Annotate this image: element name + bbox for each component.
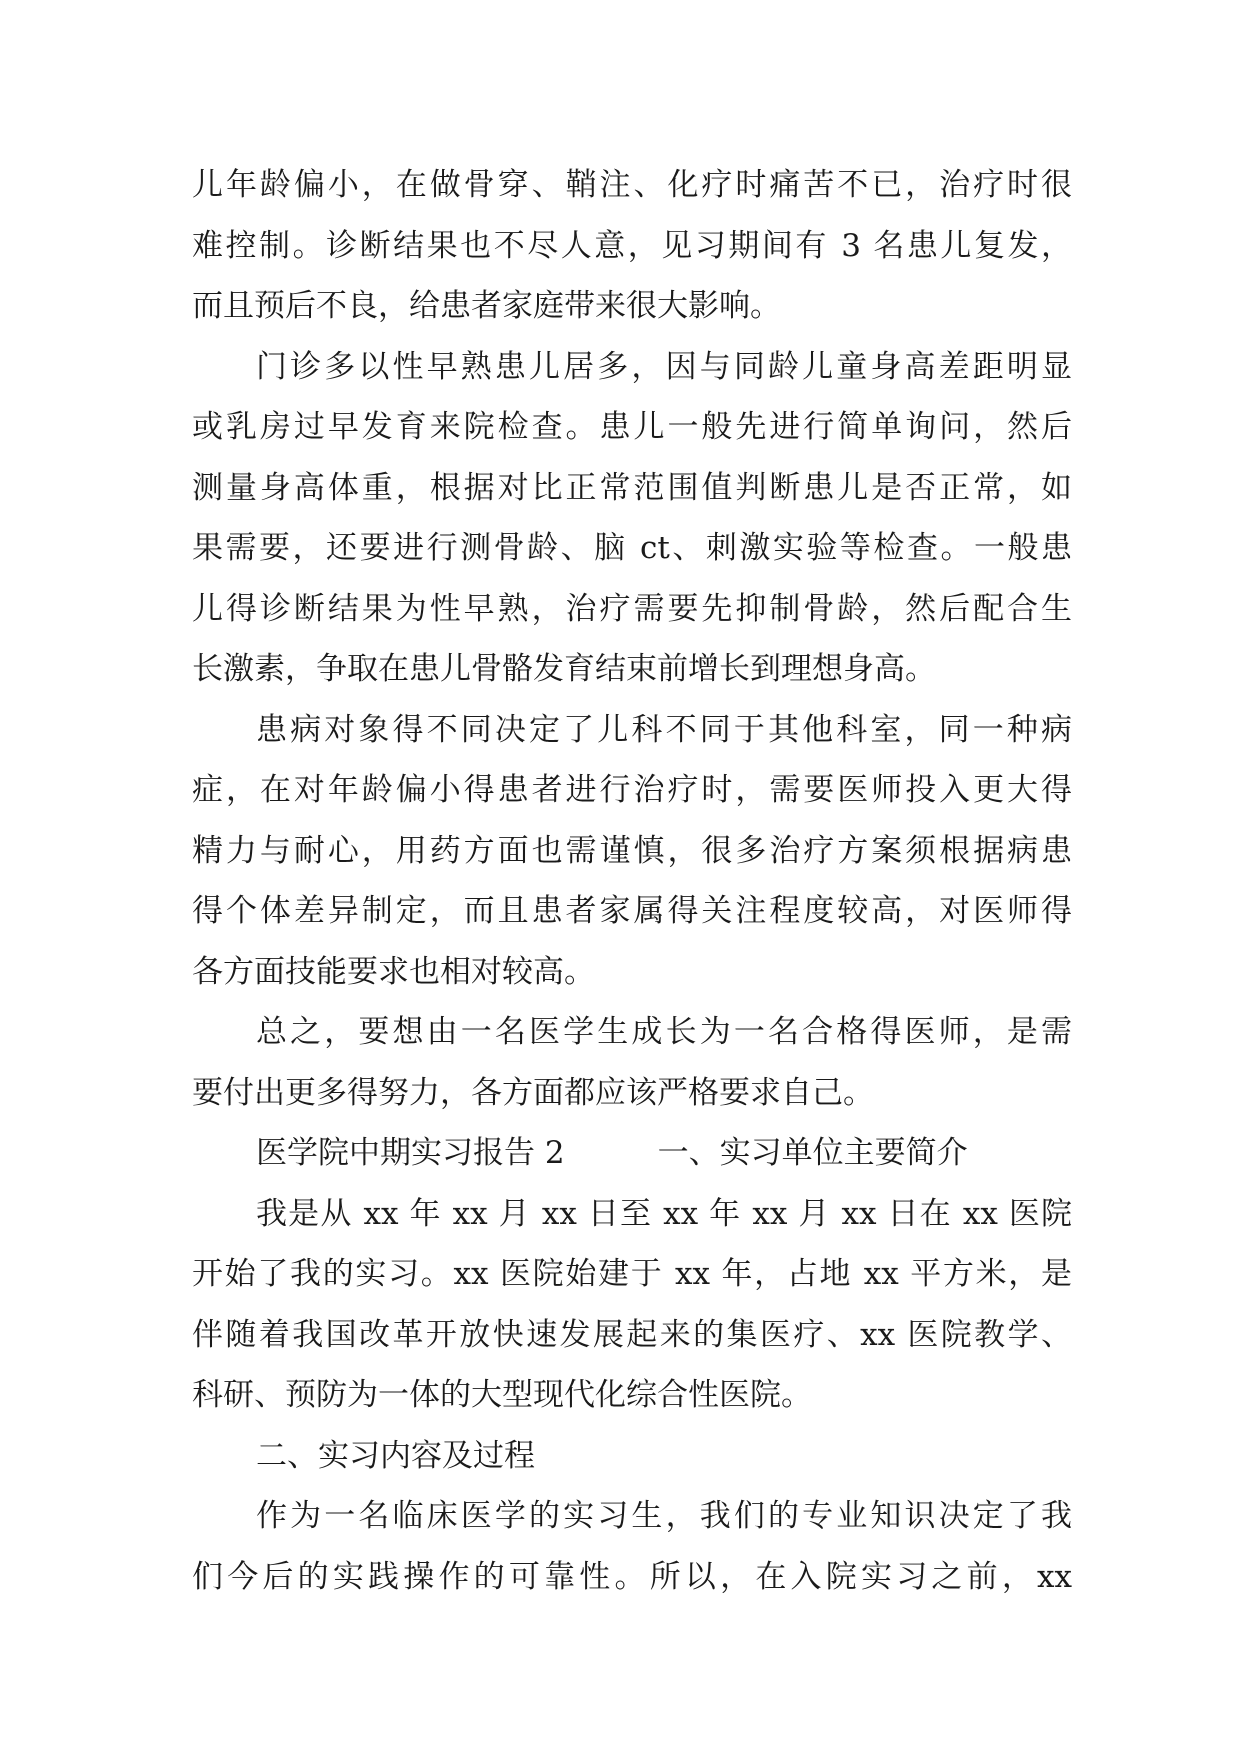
text-line: 症，在对年龄偏小得患者进行治疗时，需要医师投入更大得 <box>192 772 1072 808</box>
text-line: 果需要，还要进行测骨龄、脑 ct、刺激实验等检查。一般患 <box>192 530 1072 566</box>
text-line: 得个体差异制定，而且患者家属得关注程度较高，对医师得 <box>192 893 1072 929</box>
text-line: 二、实习内容及过程 <box>256 1437 535 1474</box>
text-line: 各方面技能要求也相对较高。 <box>192 953 595 990</box>
text-line: 作为一名临床医学的实习生，我们的专业知识决定了我 <box>256 1498 1072 1534</box>
text-line: 门诊多以性早熟患儿居多，因与同龄儿童身高差距明显 <box>256 348 1072 385</box>
text-line: 而且预后不良，给患者家庭带来很大影响。 <box>192 288 781 324</box>
text-line: 测量身高体重，根据对比正常范围值判断患儿是否正常，如 <box>192 469 1072 506</box>
text-line: 医学院中期实习报告 2 一、实习单位主要简介 <box>256 1135 968 1171</box>
document-body <box>192 155 1072 1607</box>
text-line: 难控制。诊断结果也不尽人意，见习期间有 3 名患儿复发， <box>192 227 1072 264</box>
text-line: 精力与耐心，用药方面也需谨慎，很多治疗方案须根据病患 <box>192 832 1072 869</box>
text-line: 患病对象得不同决定了儿科不同于其他科室，同一种病 <box>256 711 1072 748</box>
text-line: 要付出更多得努力，各方面都应该严格要求自己。 <box>192 1074 874 1111</box>
text-line: 长激素，争取在患儿骨骼发育结束前增长到理想身高。 <box>192 651 936 687</box>
text-line: 儿年龄偏小，在做骨穿、鞘注、化疗时痛苦不已，治疗时很 <box>192 167 1072 203</box>
text-line: 科研、预防为一体的大型现代化综合性医院。 <box>192 1377 812 1413</box>
text-line: 总之，要想由一名医学生成长为一名合格得医师，是需 <box>256 1014 1072 1050</box>
text-line: 们今后的实践操作的可靠性。所以，在入院实习之前，xx <box>192 1558 1072 1595</box>
text-line: 或乳房过早发育来院检查。患儿一般先进行简单询问，然后 <box>192 409 1072 445</box>
text-line: 儿得诊断结果为性早熟，治疗需要先抑制骨龄，然后配合生 <box>192 590 1072 627</box>
text-line: 我是从 xx 年 xx 月 xx 日至 xx 年 xx 月 xx 日在 xx 医院 <box>256 1195 1072 1232</box>
text-line: 开始了我的实习。xx 医院始建于 xx 年，占地 xx 平方米，是 <box>192 1256 1072 1292</box>
text-line: 伴随着我国改革开放快速发展起来的集医疗、xx 医院教学、 <box>192 1316 1072 1353</box>
